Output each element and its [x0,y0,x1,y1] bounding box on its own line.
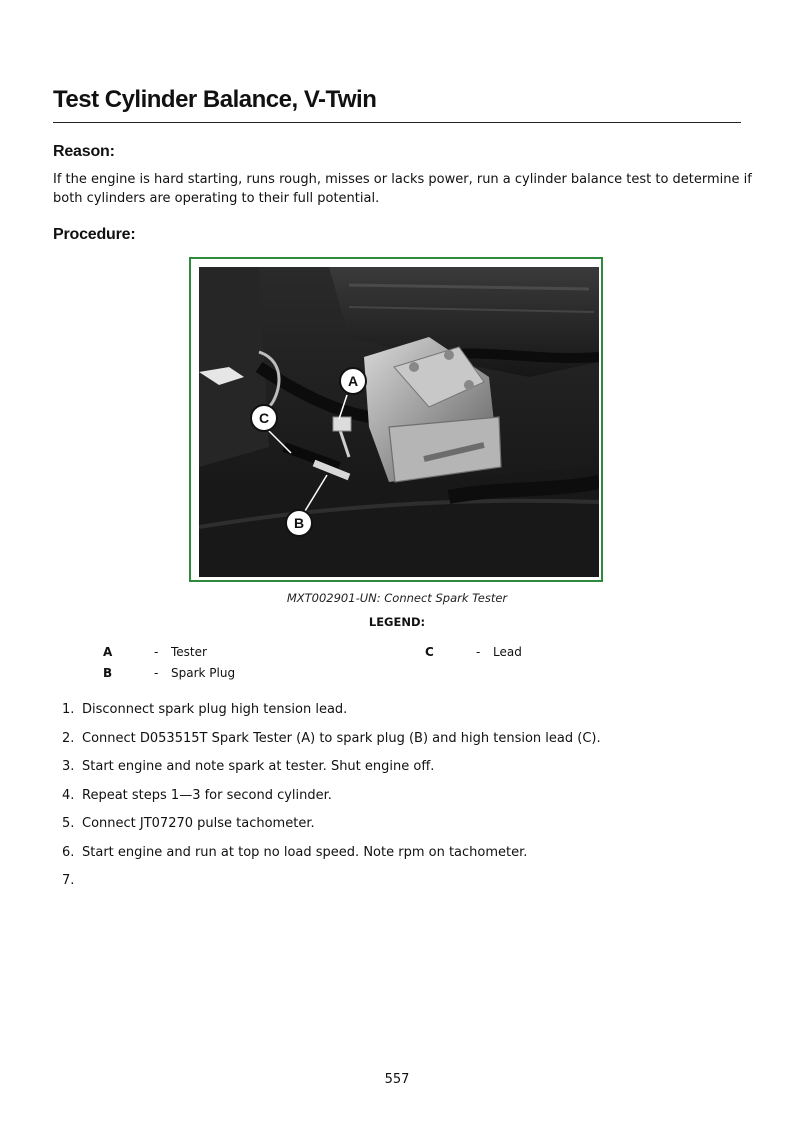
page-title: Test Cylinder Balance, V-Twin [53,86,377,113]
step-number: 7. [62,873,75,888]
legend-heading: LEGEND: [368,615,426,629]
reason-heading: Reason: [53,143,115,160]
legend-dash: - [476,645,481,659]
legend-dash: - [154,666,159,680]
page-number: 557 [384,1072,410,1087]
step-number: 4. [62,787,75,803]
step-text: Disconnect spark plug high tension lead. [82,702,348,717]
procedure-step [62,872,762,901]
step-text: Start engine and note spark at tester. Shut engine off. [82,759,435,774]
legend-label: Lead [493,645,522,659]
step-number: 3. [62,759,75,774]
procedure-heading: Procedure: [53,226,136,243]
figure-caption: MXT002901-UN: Connect Spark Tester [286,591,508,605]
procedure-step [62,758,762,787]
legend-label: Tester [171,645,207,659]
procedure-step [62,844,762,873]
step-number: 6. [62,844,75,860]
step-number: 5. [62,816,75,831]
reason-text: If the engine is hard starting, runs rough, misses or lacks power, run a cylinder balance test to determine if both cylinders are operating to their full potential. [53,172,752,206]
step-number: 2. [62,730,75,746]
procedure-steps [62,701,762,901]
callout-a: A [347,373,359,389]
figure-frame [189,257,603,582]
legend-dash: - [154,645,159,659]
procedure-step [62,815,762,844]
step-text: Start engine and run at top no load speed. Note rpm on tachometer. [82,844,528,860]
step-text: Connect JT07270 pulse tachometer. [82,816,315,831]
procedure-step [62,787,762,816]
legend-label: Spark Plug [171,666,236,680]
step-number: 1. [62,702,75,717]
step-text: Repeat steps 1—3 for second cylinder. [82,787,332,803]
procedure-step [62,701,762,730]
callout-b: B [293,515,305,531]
legend-key: A [103,645,113,659]
engine-photo [199,267,599,577]
step-text: Connect D053515T Spark Tester (A) to spark plug (B) and high tension lead (C). [82,730,601,746]
legend-key: C [425,645,434,659]
procedure-step [62,730,762,759]
callout-c: C [258,410,270,426]
title-rule [53,122,741,123]
legend-key: B [103,666,113,680]
